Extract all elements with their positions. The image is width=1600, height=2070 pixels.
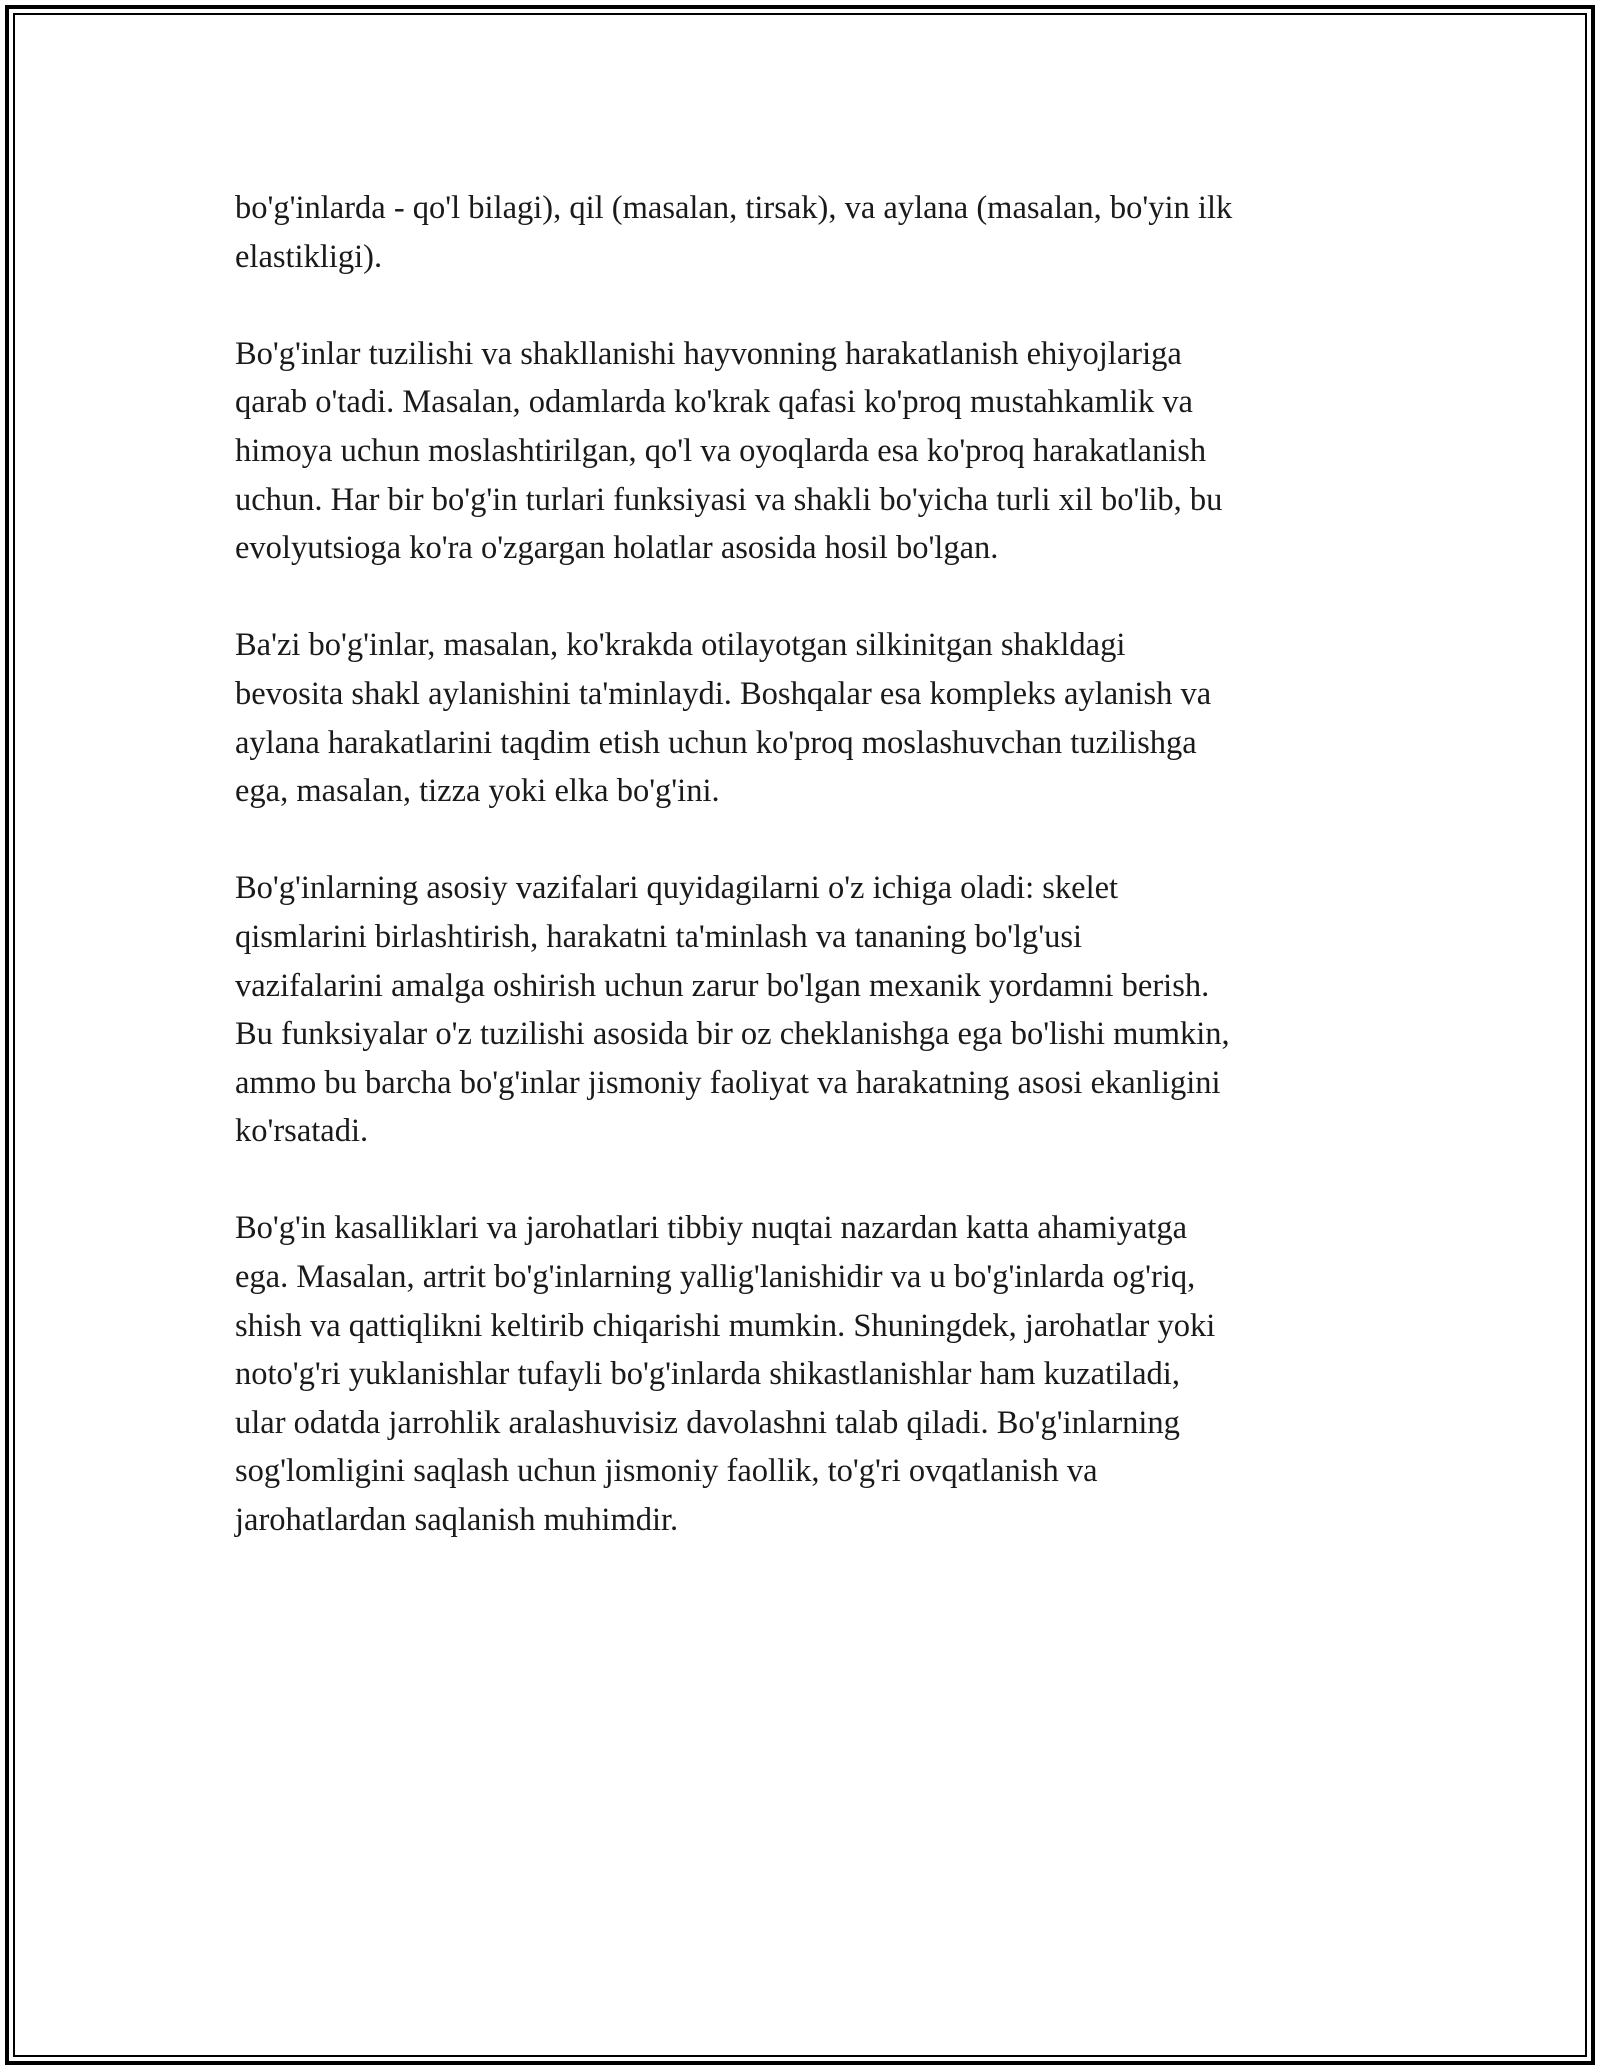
text-line: bevosita shakl aylanishini ta'minlaydi. Boshqalar esa kompleks aylanish va	[235, 675, 1212, 712]
text-line: elastikligi).	[235, 238, 383, 275]
text-line: ammo bu barcha bo'g'inlar jismoniy faoliyat va harakatning asosi ekanligini	[235, 1064, 1221, 1101]
text-line: aylana harakatlarini taqdim etish uchun ko'proq moslashuvchan tuzilishga	[235, 724, 1197, 761]
document-body	[235, 184, 1365, 1593]
paragraph-3	[235, 621, 1365, 815]
text-line: uchun. Har bir bo'g'in turlari funksiyasi va shakli bo'yicha turli xil bo'lib, bu	[235, 481, 1223, 518]
text-line: bo'g'inlarda - qo'l bilagi), qil (masalan, tirsak), va aylana (masalan, bo'yin ilk	[235, 190, 1233, 226]
paragraph-4	[235, 864, 1365, 1156]
text-line: qismlarini birlashtirish, harakatni ta'minlash va tananing bo'lg'usi	[235, 918, 1083, 955]
text-line: vazifalarini amalga oshirish uchun zarur bo'lgan mexanik yordamni berish.	[235, 967, 1210, 1004]
text-line: ega. Masalan, artrit bo'g'inlarning yallig'lanishidir va u bo'g'inlarda og'riq,	[235, 1259, 1196, 1296]
text-line: himoya uchun moslashtirilgan, qo'l va oyoqlarda esa ko'proq harakatlanish	[235, 432, 1207, 469]
text-line: Bo'g'inlarning asosiy vazifalari quyidagilarni o'z ichiga oladi: skelet	[235, 870, 1119, 907]
text-line: Bo'g'in kasalliklari va jarohatlari tibbiy nuqtai nazardan katta ahamiyatga	[235, 1210, 1188, 1247]
text-line: Bu funksiyalar o'z tuzilishi asosida bir oz cheklanishga ega bo'lishi mumkin,	[235, 1016, 1230, 1053]
text-line: ular odatda jarrohlik aralashuvisiz davolashni talab qiladi. Bo'g'inlarning	[235, 1404, 1180, 1441]
text-line: sog'lomligini saqlash uchun jismoniy faollik, to'g'ri ovqatlanish va	[235, 1453, 1098, 1490]
text-line: shish va qattiqlikni keltirib chiqarishi mumkin. Shuningdek, jarohatlar yoki	[235, 1307, 1216, 1344]
text-line: qarab o'tadi. Masalan, odamlarda ko'krak qafasi ko'proq mustahkamlik va	[235, 384, 1193, 421]
paragraph-1	[235, 184, 1365, 281]
text-line: Ba'zi bo'g'inlar, masalan, ko'krakda otilayotgan silkinitgan shakldagi	[235, 627, 1126, 664]
text-line: noto'g'ri yuklanishlar tufayli bo'g'inlarda shikastlanishlar ham kuzatiladi,	[235, 1356, 1180, 1393]
text-line: ega, masalan, tizza yoki elka bo'g'ini.	[235, 773, 720, 810]
text-line: Bo'g'inlar tuzilishi va shakllanishi hayvonning harakatlanish ehiyojlariga	[235, 335, 1182, 372]
paragraph-2	[235, 330, 1365, 573]
text-line: jarohatlardan saqlanish muhimdir.	[235, 1502, 679, 1539]
paragraph-5	[235, 1204, 1365, 1544]
text-line: evolyutsioga ko'ra o'zgargan holatlar asosida hosil bo'lgan.	[235, 530, 999, 567]
text-line: ko'rsatadi.	[235, 1113, 369, 1150]
